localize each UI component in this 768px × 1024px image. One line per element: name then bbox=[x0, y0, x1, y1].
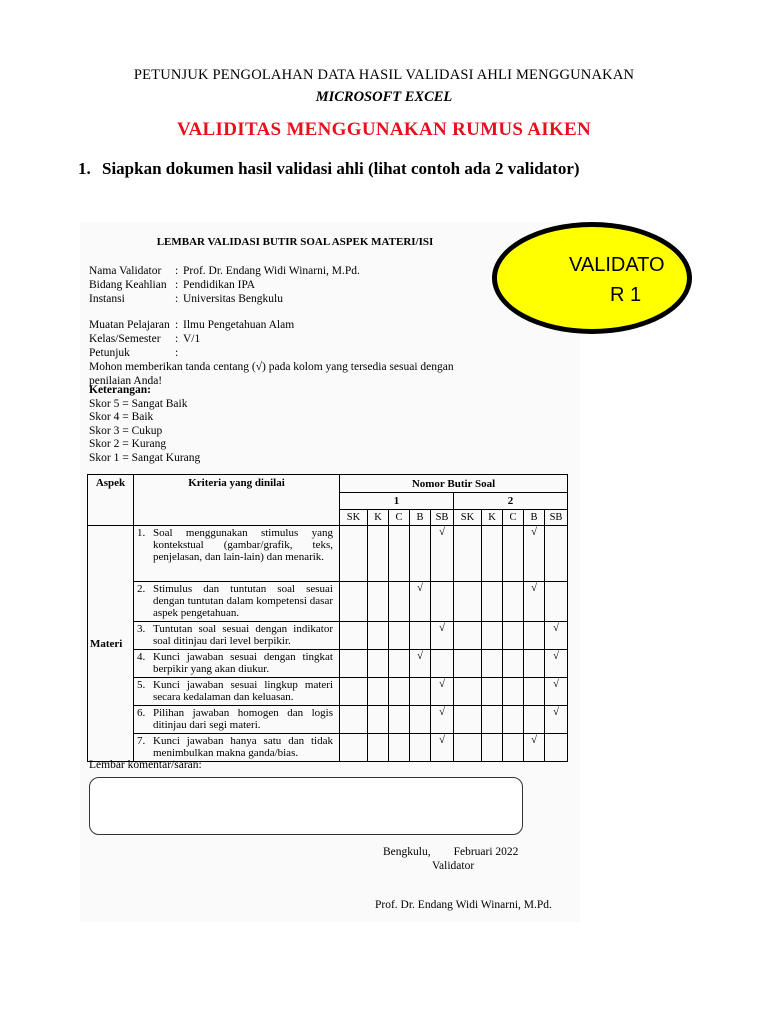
score-cell[interactable]: √ bbox=[431, 526, 454, 582]
score-cell[interactable] bbox=[340, 706, 368, 734]
criteria-number: 1. bbox=[137, 527, 146, 539]
score-cell[interactable] bbox=[340, 622, 368, 650]
score-cell[interactable] bbox=[410, 678, 431, 706]
criteria-cell bbox=[134, 734, 340, 762]
info-value: V/1 bbox=[183, 333, 201, 345]
score-cell[interactable] bbox=[340, 650, 368, 678]
score-cell[interactable] bbox=[340, 582, 368, 622]
criteria-number: 7. bbox=[137, 735, 146, 747]
score-cell[interactable] bbox=[503, 650, 524, 678]
info-value: Universitas Bengkulu bbox=[183, 293, 283, 305]
score-cell[interactable] bbox=[482, 706, 503, 734]
legend-title: Keterangan: bbox=[89, 384, 151, 396]
sheet-title: LEMBAR VALIDASI BUTIR SOAL ASPEK MATERI/ISI bbox=[156, 236, 434, 248]
score-cell[interactable]: √ bbox=[410, 582, 431, 622]
legend-item: Skor 1 = Sangat Kurang bbox=[89, 451, 201, 464]
score-cell[interactable] bbox=[482, 734, 503, 762]
score-cell[interactable] bbox=[389, 650, 410, 678]
score-cell[interactable] bbox=[524, 706, 545, 734]
score-cell[interactable] bbox=[431, 582, 454, 622]
criteria-cell bbox=[134, 582, 340, 622]
score-cell[interactable]: √ bbox=[524, 526, 545, 582]
table-row bbox=[88, 650, 568, 678]
score-cell[interactable] bbox=[368, 678, 389, 706]
score-cell[interactable]: √ bbox=[431, 706, 454, 734]
score-cell[interactable] bbox=[410, 734, 431, 762]
score-cell[interactable]: √ bbox=[545, 650, 568, 678]
criteria-text: Pilihan jawaban homogen dan logis ditinjau dari segi materi. bbox=[153, 707, 333, 731]
col-aspek-header: Aspek bbox=[88, 475, 134, 526]
score-cell[interactable]: √ bbox=[431, 734, 454, 762]
scale-header: B bbox=[524, 510, 545, 526]
score-cell[interactable] bbox=[482, 650, 503, 678]
score-cell[interactable] bbox=[410, 706, 431, 734]
step-number: 1. bbox=[78, 159, 91, 178]
score-cell[interactable] bbox=[389, 622, 410, 650]
subject-info: Muatan Pelajaran : Ilmu Pengetahuan Alam Kelas/Semester : V/1 Petunjuk :Mohon memberikan tanda centang (√) pada kolom yang tersedia sesuai dengan penilaian Anda! bbox=[89, 318, 580, 388]
assessment-table bbox=[87, 474, 568, 762]
criteria-number: 4. bbox=[137, 651, 146, 663]
criteria-cell bbox=[134, 526, 340, 582]
info-label: Instansi bbox=[89, 293, 125, 305]
header-line-2: MICROSOFT EXCEL bbox=[315, 89, 453, 105]
criteria-cell bbox=[134, 706, 340, 734]
soal-1-header: 1 bbox=[340, 493, 454, 510]
scale-header: C bbox=[389, 510, 410, 526]
score-cell[interactable] bbox=[454, 650, 482, 678]
score-cell[interactable] bbox=[340, 526, 368, 582]
place-date: Bengkulu, Februari 2022 bbox=[383, 846, 519, 858]
score-cell[interactable] bbox=[503, 622, 524, 650]
score-cell[interactable]: √ bbox=[545, 706, 568, 734]
score-cell[interactable] bbox=[454, 582, 482, 622]
scale-header: SB bbox=[545, 510, 568, 526]
col-kriteria-header: Kriteria yang dinilai bbox=[134, 475, 340, 526]
aspek-cell: Materi bbox=[88, 526, 134, 762]
scale-header: B bbox=[410, 510, 431, 526]
info-label: Nama Validator bbox=[89, 265, 162, 277]
info-label: Petunjuk bbox=[89, 347, 130, 359]
signature-name: Prof. Dr. Endang Widi Winarni, M.Pd. bbox=[375, 899, 552, 911]
score-cell[interactable] bbox=[503, 678, 524, 706]
info-value: Ilmu Pengetahuan Alam bbox=[183, 319, 295, 331]
score-cell[interactable] bbox=[368, 622, 389, 650]
score-cell[interactable] bbox=[454, 622, 482, 650]
badge-line-2: R 1 bbox=[610, 284, 642, 306]
score-cell[interactable] bbox=[454, 734, 482, 762]
table-row bbox=[88, 734, 568, 762]
comment-label: Lembar komentar/saran: bbox=[89, 759, 202, 771]
scale-header: SK bbox=[340, 510, 368, 526]
criteria-text: Kunci jawaban sesuai lingkup materi secara kedalaman dan keluasan. bbox=[153, 679, 333, 703]
score-cell[interactable] bbox=[503, 706, 524, 734]
score-cell[interactable] bbox=[503, 734, 524, 762]
scale-header: K bbox=[482, 510, 503, 526]
score-cell[interactable]: √ bbox=[431, 678, 454, 706]
comment-box[interactable] bbox=[89, 777, 523, 835]
validator-info: Nama Validator : Prof. Dr. Endang Widi Winarni, M.Pd. Bidang Keahlian : Pendidikan IPA Instansi : Universitas Bengkulu bbox=[89, 265, 360, 305]
validator-badge bbox=[492, 222, 692, 334]
criteria-text: Soal menggunakan stimulus yang kontekstual (gambar/grafik, teks, penjelasan, dan lain-lain) dan menarik. bbox=[153, 527, 333, 563]
score-cell[interactable] bbox=[503, 526, 524, 582]
score-cell[interactable] bbox=[545, 734, 568, 762]
legend-item: Skor 3 = Cukup bbox=[89, 424, 163, 437]
criteria-text: Kunci jawaban sesuai dengan tingkat berpikir yang akan diukur. bbox=[153, 651, 333, 675]
legend-item: Skor 2 = Kurang bbox=[89, 438, 167, 451]
criteria-number: 6. bbox=[137, 707, 146, 719]
soal-2-header: 2 bbox=[454, 493, 568, 510]
score-cell[interactable] bbox=[410, 622, 431, 650]
legend-item: Skor 5 = Sangat Baik bbox=[89, 397, 188, 410]
criteria-text: Tuntutan soal sesuai dengan indikator soal ditinjau dari level berpikir. bbox=[153, 623, 333, 647]
legend-item: Skor 4 = Baik bbox=[89, 411, 154, 424]
table-row bbox=[88, 678, 568, 706]
criteria-number: 3. bbox=[137, 623, 146, 635]
scale-header: C bbox=[503, 510, 524, 526]
score-cell[interactable] bbox=[368, 734, 389, 762]
table-row bbox=[88, 526, 568, 582]
score-cell[interactable] bbox=[389, 526, 410, 582]
criteria-cell bbox=[134, 622, 340, 650]
score-cell[interactable] bbox=[482, 526, 503, 582]
score-cell[interactable]: √ bbox=[524, 582, 545, 622]
scale-header: SK bbox=[454, 510, 482, 526]
info-value: Pendidikan IPA bbox=[183, 279, 256, 291]
score-cell[interactable] bbox=[368, 650, 389, 678]
criteria-text: Kunci jawaban hanya satu dan tidak menimbulkan makna ganda/bias. bbox=[153, 735, 333, 759]
score-cell[interactable] bbox=[340, 734, 368, 762]
score-cell[interactable] bbox=[389, 582, 410, 622]
score-legend bbox=[89, 384, 200, 466]
score-cell[interactable] bbox=[454, 706, 482, 734]
score-cell[interactable] bbox=[524, 622, 545, 650]
info-label: Kelas/Semester bbox=[89, 333, 161, 345]
info-label: Muatan Pelajaran bbox=[89, 319, 170, 331]
score-cell[interactable] bbox=[340, 678, 368, 706]
criteria-number: 2. bbox=[137, 583, 146, 595]
score-cell[interactable]: √ bbox=[431, 622, 454, 650]
step-text: Siapkan dokumen hasil validasi ahli (lihat contoh ada 2 validator) bbox=[102, 159, 580, 178]
table-row bbox=[88, 622, 568, 650]
score-cell[interactable] bbox=[454, 678, 482, 706]
score-cell[interactable] bbox=[410, 526, 431, 582]
scale-header: K bbox=[368, 510, 389, 526]
score-cell[interactable] bbox=[545, 526, 568, 582]
criteria-cell bbox=[134, 650, 340, 678]
scale-header: SB bbox=[431, 510, 454, 526]
page-title: VALIDITAS MENGGUNAKAN RUMUS AIKEN bbox=[176, 119, 592, 140]
table-row bbox=[88, 706, 568, 734]
score-cell[interactable]: √ bbox=[545, 678, 568, 706]
score-cell[interactable] bbox=[368, 526, 389, 582]
score-cell[interactable] bbox=[482, 622, 503, 650]
step-1 bbox=[78, 159, 580, 179]
info-label: Bidang Keahlian bbox=[89, 279, 167, 291]
score-cell[interactable]: √ bbox=[410, 650, 431, 678]
score-cell[interactable] bbox=[503, 582, 524, 622]
score-cell[interactable] bbox=[524, 678, 545, 706]
col-nomor-header: Nomor Butir Soal bbox=[340, 475, 568, 493]
validator-label: Validator bbox=[432, 860, 475, 872]
table-row bbox=[88, 582, 568, 622]
score-cell[interactable] bbox=[389, 678, 410, 706]
info-value: Prof. Dr. Endang Widi Winarni, M.Pd. bbox=[183, 265, 360, 277]
score-cell[interactable] bbox=[368, 706, 389, 734]
score-cell[interactable] bbox=[482, 582, 503, 622]
score-cell[interactable] bbox=[524, 650, 545, 678]
header-line-1: PETUNJUK PENGOLAHAN DATA HASIL VALIDASI AHLI MENGGUNAKAN bbox=[133, 67, 635, 83]
criteria-number: 5. bbox=[137, 679, 146, 691]
criteria-text: Stimulus dan tuntutan soal sesuai dengan tuntutan dalam kompetensi dasar aspek pengetahuan. bbox=[153, 583, 333, 619]
badge-line-1: VALIDATO bbox=[569, 254, 665, 276]
score-cell[interactable]: √ bbox=[545, 622, 568, 650]
score-cell[interactable] bbox=[389, 706, 410, 734]
score-cell[interactable] bbox=[482, 678, 503, 706]
score-cell[interactable] bbox=[389, 734, 410, 762]
criteria-cell bbox=[134, 678, 340, 706]
score-cell[interactable]: √ bbox=[524, 734, 545, 762]
score-cell[interactable] bbox=[431, 650, 454, 678]
info-value: Mohon memberikan tanda centang (√) pada kolom yang tersedia sesuai dengan penilaian Anda! bbox=[89, 361, 454, 387]
score-cell[interactable] bbox=[368, 582, 389, 622]
score-cell[interactable] bbox=[545, 582, 568, 622]
score-cell[interactable] bbox=[454, 526, 482, 582]
